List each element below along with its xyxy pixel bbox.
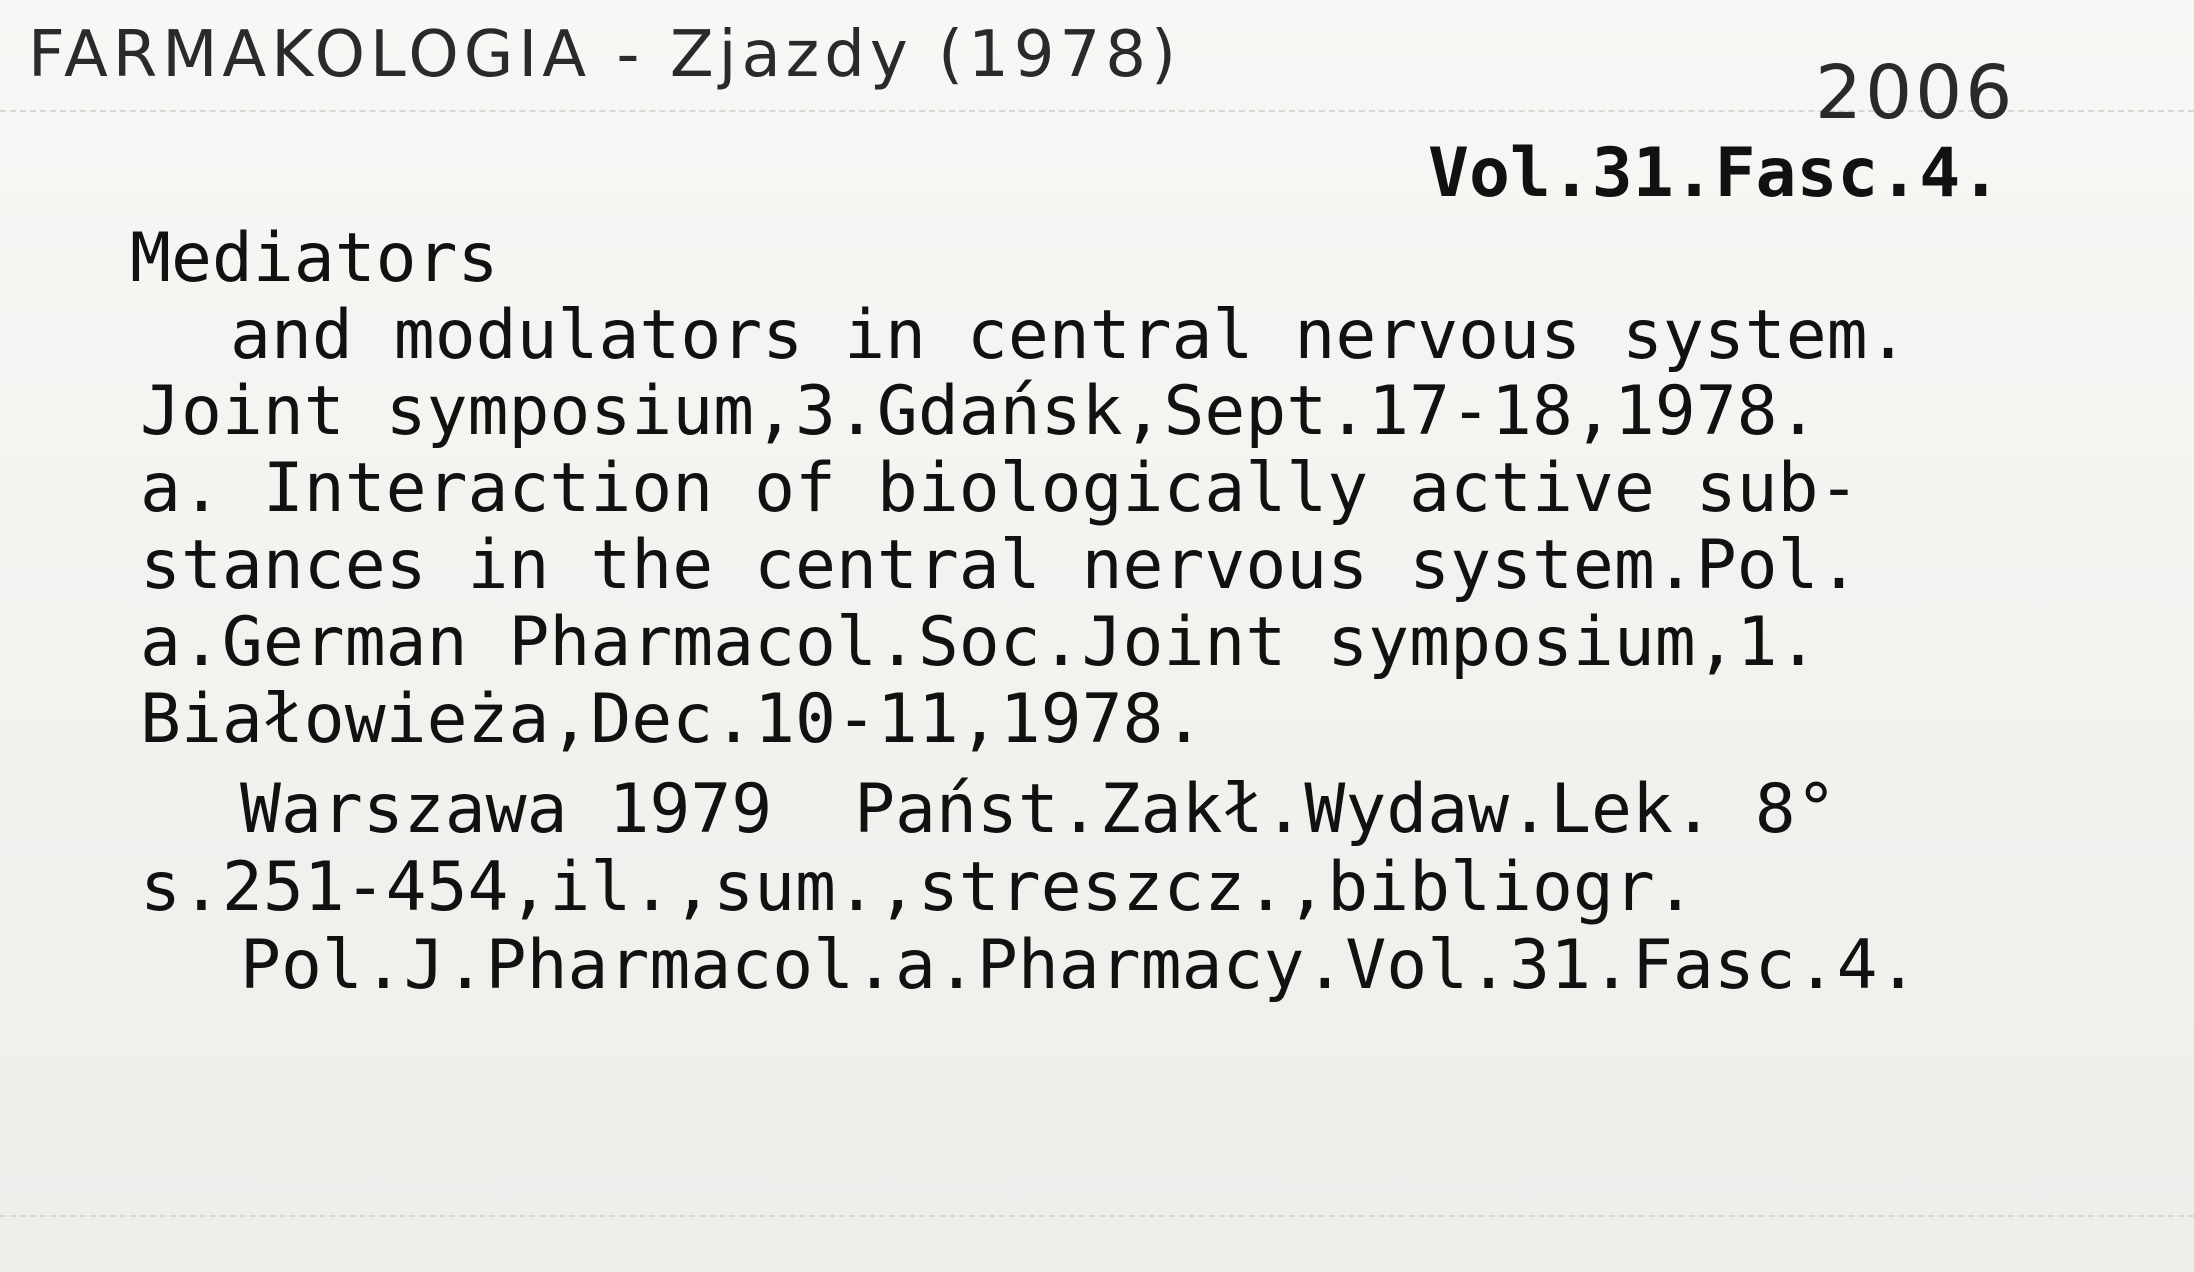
entry-line: a.German Pharmacol.Soc.Joint symposium,1.	[140, 603, 1819, 682]
card-rule	[0, 1215, 2194, 1217]
shelfmark: 2006	[1815, 50, 2016, 136]
entry-line: Warszawa 1979 Państ.Zakł.Wydaw.Lek. 8°	[240, 770, 1837, 849]
entry-line: a. Interaction of biologically active sub-	[140, 449, 1860, 528]
entry-line: Białowieża,Dec.10-11,1978.	[140, 680, 1205, 759]
subject-heading: FARMAKOLOGIA - Zjazdy (1978)	[28, 18, 1181, 92]
volume-designation: Vol.31.Fasc.4.	[1428, 134, 2002, 213]
entry-line: Pol.J.Pharmacol.a.Pharmacy.Vol.31.Fasc.4.	[240, 926, 1919, 1005]
entry-line: Mediators	[130, 219, 499, 298]
entry-line: Joint symposium,3.Gdańsk,Sept.17-18,1978.	[140, 372, 1819, 451]
entry-line: stances in the central nervous system.Pol.	[140, 526, 1860, 605]
entry-line: s.251-454,il.,sum.,streszcz.,bibliogr.	[140, 848, 1696, 927]
entry-line: and modulators in central nervous system.	[230, 296, 1909, 375]
